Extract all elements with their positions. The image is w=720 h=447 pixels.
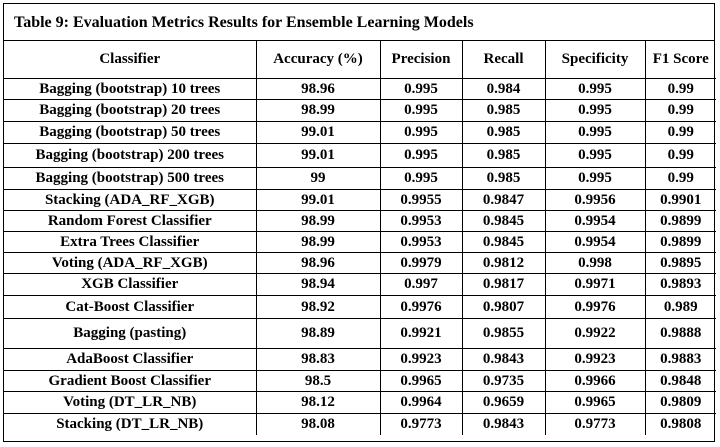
specificity-cell: 0.9954 — [545, 232, 645, 253]
specificity-cell: 0.9773 — [545, 414, 645, 435]
specificity-cell: 0.9954 — [545, 211, 645, 232]
classifier-cell: Voting (ADA_RF_XGB) — [4, 253, 256, 274]
specificity-cell: 0.995 — [545, 144, 645, 168]
f1-score-cell: 0.9883 — [645, 349, 716, 371]
specificity-cell: 0.9923 — [545, 349, 645, 371]
accuracy-cell: 98.5 — [256, 371, 380, 392]
classifier-cell: Random Forest Classifier — [4, 211, 256, 232]
classifier-cell: XGB Classifier — [4, 274, 256, 296]
f1-score-cell: 0.9893 — [645, 274, 716, 296]
precision-cell: 0.995 — [380, 122, 462, 144]
precision-cell: 0.9964 — [380, 392, 462, 414]
table-row — [4, 414, 716, 435]
f1-score-cell: 0.9848 — [645, 371, 716, 392]
accuracy-cell: 98.89 — [256, 319, 380, 349]
precision-cell: 0.9773 — [380, 414, 462, 435]
accuracy-cell: 98.99 — [256, 100, 380, 122]
table-row — [4, 122, 716, 144]
accuracy-cell: 98.99 — [256, 211, 380, 232]
f1-score-cell: 0.989 — [645, 296, 716, 319]
metrics-table — [4, 41, 716, 435]
table-body — [4, 79, 716, 435]
specificity-cell: 0.995 — [545, 122, 645, 144]
precision-cell: 0.995 — [380, 144, 462, 168]
specificity-cell: 0.9976 — [545, 296, 645, 319]
precision-cell: 0.9923 — [380, 349, 462, 371]
accuracy-cell: 98.12 — [256, 392, 380, 414]
table-row — [4, 349, 716, 371]
precision-cell: 0.995 — [380, 168, 462, 190]
table-row — [4, 274, 716, 296]
accuracy-cell: 98.94 — [256, 274, 380, 296]
table-row — [4, 371, 716, 392]
f1-score-cell: 0.9899 — [645, 232, 716, 253]
f1-score-cell: 0.99 — [645, 100, 716, 122]
recall-cell: 0.985 — [462, 100, 545, 122]
table-row — [4, 190, 716, 211]
recall-cell: 0.9843 — [462, 414, 545, 435]
classifier-cell: Bagging (bootstrap) 500 trees — [4, 168, 256, 190]
classifier-cell: Stacking (ADA_RF_XGB) — [4, 190, 256, 211]
f1-score-cell: 0.99 — [645, 122, 716, 144]
header-specificity: Specificity — [545, 41, 645, 79]
specificity-cell: 0.995 — [545, 100, 645, 122]
table-row — [4, 253, 716, 274]
accuracy-cell: 98.92 — [256, 296, 380, 319]
f1-score-cell: 0.9809 — [645, 392, 716, 414]
f1-score-cell: 0.99 — [645, 79, 716, 100]
precision-cell: 0.9955 — [380, 190, 462, 211]
header-f1-score: F1 Score — [645, 41, 716, 79]
precision-cell: 0.997 — [380, 274, 462, 296]
specificity-cell: 0.9965 — [545, 392, 645, 414]
table-row — [4, 319, 716, 349]
classifier-cell: Cat-Boost Classifier — [4, 296, 256, 319]
recall-cell: 0.9659 — [462, 392, 545, 414]
precision-cell: 0.9953 — [380, 211, 462, 232]
recall-cell: 0.9812 — [462, 253, 545, 274]
accuracy-cell: 98.83 — [256, 349, 380, 371]
classifier-cell: Bagging (bootstrap) 20 trees — [4, 100, 256, 122]
classifier-cell: Bagging (bootstrap) 200 trees — [4, 144, 256, 168]
table-row — [4, 211, 716, 232]
precision-cell: 0.9953 — [380, 232, 462, 253]
recall-cell: 0.985 — [462, 144, 545, 168]
classifier-cell: Bagging (pasting) — [4, 319, 256, 349]
accuracy-cell: 99.01 — [256, 144, 380, 168]
specificity-cell: 0.995 — [545, 79, 645, 100]
classifier-cell: Bagging (bootstrap) 10 trees — [4, 79, 256, 100]
specificity-cell: 0.9922 — [545, 319, 645, 349]
f1-score-cell: 0.9901 — [645, 190, 716, 211]
table-row — [4, 144, 716, 168]
table-row — [4, 168, 716, 190]
recall-cell: 0.9855 — [462, 319, 545, 349]
specificity-cell: 0.998 — [545, 253, 645, 274]
accuracy-cell: 98.99 — [256, 232, 380, 253]
table-caption: Table 9: Evaluation Metrics Results for Ensemble Learning Models — [4, 4, 714, 41]
recall-cell: 0.9845 — [462, 211, 545, 232]
accuracy-cell: 98.96 — [256, 253, 380, 274]
recall-cell: 0.9843 — [462, 349, 545, 371]
precision-cell: 0.9921 — [380, 319, 462, 349]
accuracy-cell: 99.01 — [256, 122, 380, 144]
specificity-cell: 0.995 — [545, 168, 645, 190]
recall-cell: 0.9845 — [462, 232, 545, 253]
f1-score-cell: 0.99 — [645, 168, 716, 190]
header-precision: Precision — [380, 41, 462, 79]
accuracy-cell: 98.96 — [256, 79, 380, 100]
recall-cell: 0.985 — [462, 122, 545, 144]
recall-cell: 0.9807 — [462, 296, 545, 319]
precision-cell: 0.9976 — [380, 296, 462, 319]
classifier-cell: Gradient Boost Classifier — [4, 371, 256, 392]
recall-cell: 0.9735 — [462, 371, 545, 392]
recall-cell: 0.9817 — [462, 274, 545, 296]
f1-score-cell: 0.9808 — [645, 414, 716, 435]
specificity-cell: 0.9956 — [545, 190, 645, 211]
precision-cell: 0.995 — [380, 79, 462, 100]
recall-cell: 0.9847 — [462, 190, 545, 211]
recall-cell: 0.985 — [462, 168, 545, 190]
classifier-cell: Stacking (DT_LR_NB) — [4, 414, 256, 435]
table-row — [4, 79, 716, 100]
table-row — [4, 100, 716, 122]
table-row — [4, 392, 716, 414]
f1-score-cell: 0.9895 — [645, 253, 716, 274]
recall-cell: 0.984 — [462, 79, 545, 100]
header-row — [4, 41, 716, 79]
accuracy-cell: 98.08 — [256, 414, 380, 435]
classifier-cell: AdaBoost Classifier — [4, 349, 256, 371]
header-accuracy: Accuracy (%) — [256, 41, 380, 79]
classifier-cell: Extra Trees Classifier — [4, 232, 256, 253]
precision-cell: 0.995 — [380, 100, 462, 122]
specificity-cell: 0.9966 — [545, 371, 645, 392]
precision-cell: 0.9979 — [380, 253, 462, 274]
header-classifier: Classifier — [4, 41, 256, 79]
table-row — [4, 232, 716, 253]
f1-score-cell: 0.9888 — [645, 319, 716, 349]
precision-cell: 0.9965 — [380, 371, 462, 392]
classifier-cell: Voting (DT_LR_NB) — [4, 392, 256, 414]
metrics-table-frame — [3, 3, 715, 442]
f1-score-cell: 0.99 — [645, 144, 716, 168]
specificity-cell: 0.9971 — [545, 274, 645, 296]
table-row — [4, 296, 716, 319]
f1-score-cell: 0.9899 — [645, 211, 716, 232]
accuracy-cell: 99 — [256, 168, 380, 190]
classifier-cell: Bagging (bootstrap) 50 trees — [4, 122, 256, 144]
header-recall: Recall — [462, 41, 545, 79]
accuracy-cell: 99.01 — [256, 190, 380, 211]
